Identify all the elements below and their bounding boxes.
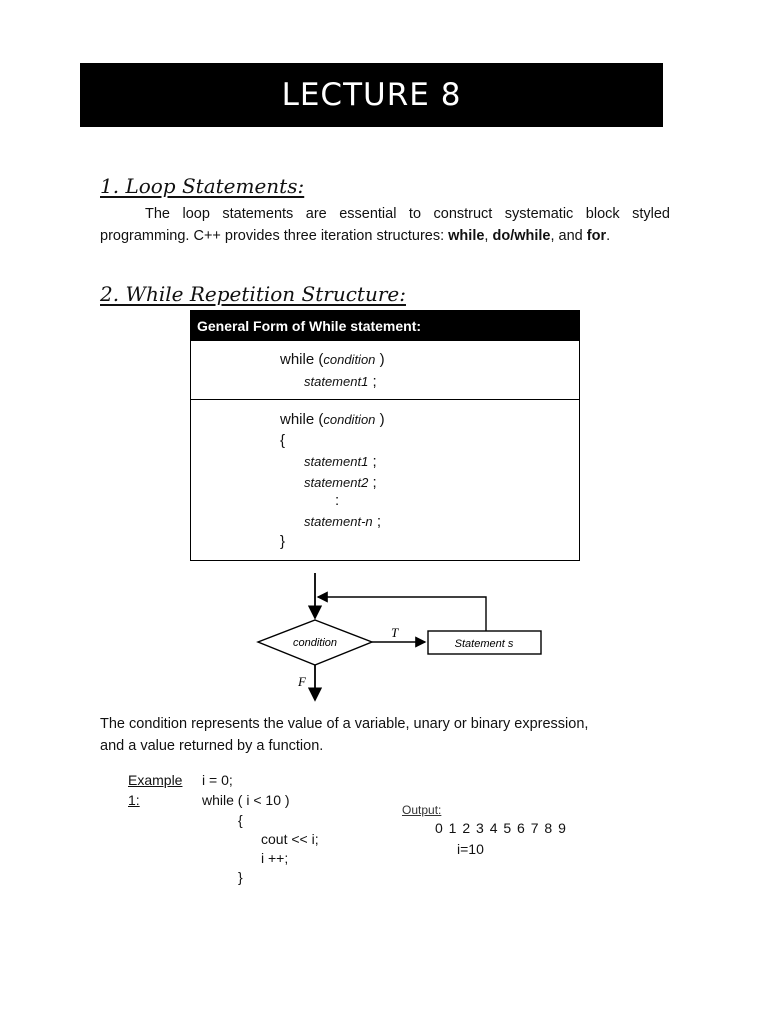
true-label: T bbox=[391, 625, 399, 640]
close-paren: ) bbox=[375, 351, 385, 368]
section1-line1: The loop statements are essential to construct systematic block styled bbox=[145, 206, 670, 222]
statements-label: Statement s bbox=[454, 638, 514, 650]
form2-close-brace: } bbox=[280, 533, 286, 550]
false-label: F bbox=[298, 674, 306, 689]
output-label: Output: bbox=[402, 803, 442, 817]
semicolon: ; bbox=[368, 453, 377, 470]
statement-text: statement1 bbox=[304, 374, 369, 389]
section2-heading: 2. While Repetition Structure: bbox=[100, 282, 406, 306]
period: . bbox=[606, 228, 611, 244]
while-keyword: while ( bbox=[280, 411, 324, 428]
statement-text: statement2 bbox=[304, 475, 369, 490]
condition-description bbox=[100, 713, 670, 757]
output-final: i=10 bbox=[457, 841, 484, 857]
semicolon: ; bbox=[372, 513, 381, 530]
condition-text: condition bbox=[323, 412, 376, 427]
example-label: Example bbox=[128, 772, 183, 788]
example-number: 1: bbox=[128, 792, 140, 808]
form2-ellipsis: : bbox=[335, 492, 340, 509]
section1-line2-text: programming. C++ provides three iteration structures: bbox=[100, 228, 449, 244]
while-keyword: while ( bbox=[280, 351, 324, 368]
condition-text: condition bbox=[323, 352, 376, 367]
statement-text: statement1 bbox=[304, 454, 369, 469]
output-values: 0 1 2 3 4 5 6 7 8 9 bbox=[435, 820, 567, 836]
loop-back-arrow bbox=[318, 597, 486, 631]
code-line-3: { bbox=[238, 812, 243, 828]
semicolon: ; bbox=[368, 373, 377, 390]
separator: , and bbox=[550, 228, 587, 244]
statement-text: statement-n bbox=[304, 514, 373, 529]
section1-heading: 1. Loop Statements: bbox=[100, 174, 305, 198]
code-line-1: i = 0; bbox=[202, 772, 233, 788]
general-form-title: General Form of While statement: bbox=[191, 311, 579, 341]
code-line-4: cout << i; bbox=[261, 831, 319, 847]
lecture-title: LECTURE 8 bbox=[281, 77, 462, 113]
condition-label: condition bbox=[292, 637, 338, 649]
code-line-2: while ( i < 10 ) bbox=[202, 792, 290, 808]
code-line-5: i ++; bbox=[261, 850, 289, 866]
form2-open-brace: { bbox=[280, 432, 286, 449]
close-paren: ) bbox=[375, 411, 385, 428]
keyword-dowhile: do/while bbox=[492, 228, 551, 244]
description-line1: The condition represents the value of a variable, unary or binary expression, bbox=[100, 716, 589, 732]
semicolon: ; bbox=[368, 474, 377, 491]
separator: , bbox=[484, 228, 493, 244]
description-line2: and a value returned by a function. bbox=[100, 738, 324, 754]
keyword-for: for bbox=[586, 228, 607, 244]
keyword-while: while bbox=[448, 228, 485, 244]
code-line-6: } bbox=[238, 869, 243, 885]
